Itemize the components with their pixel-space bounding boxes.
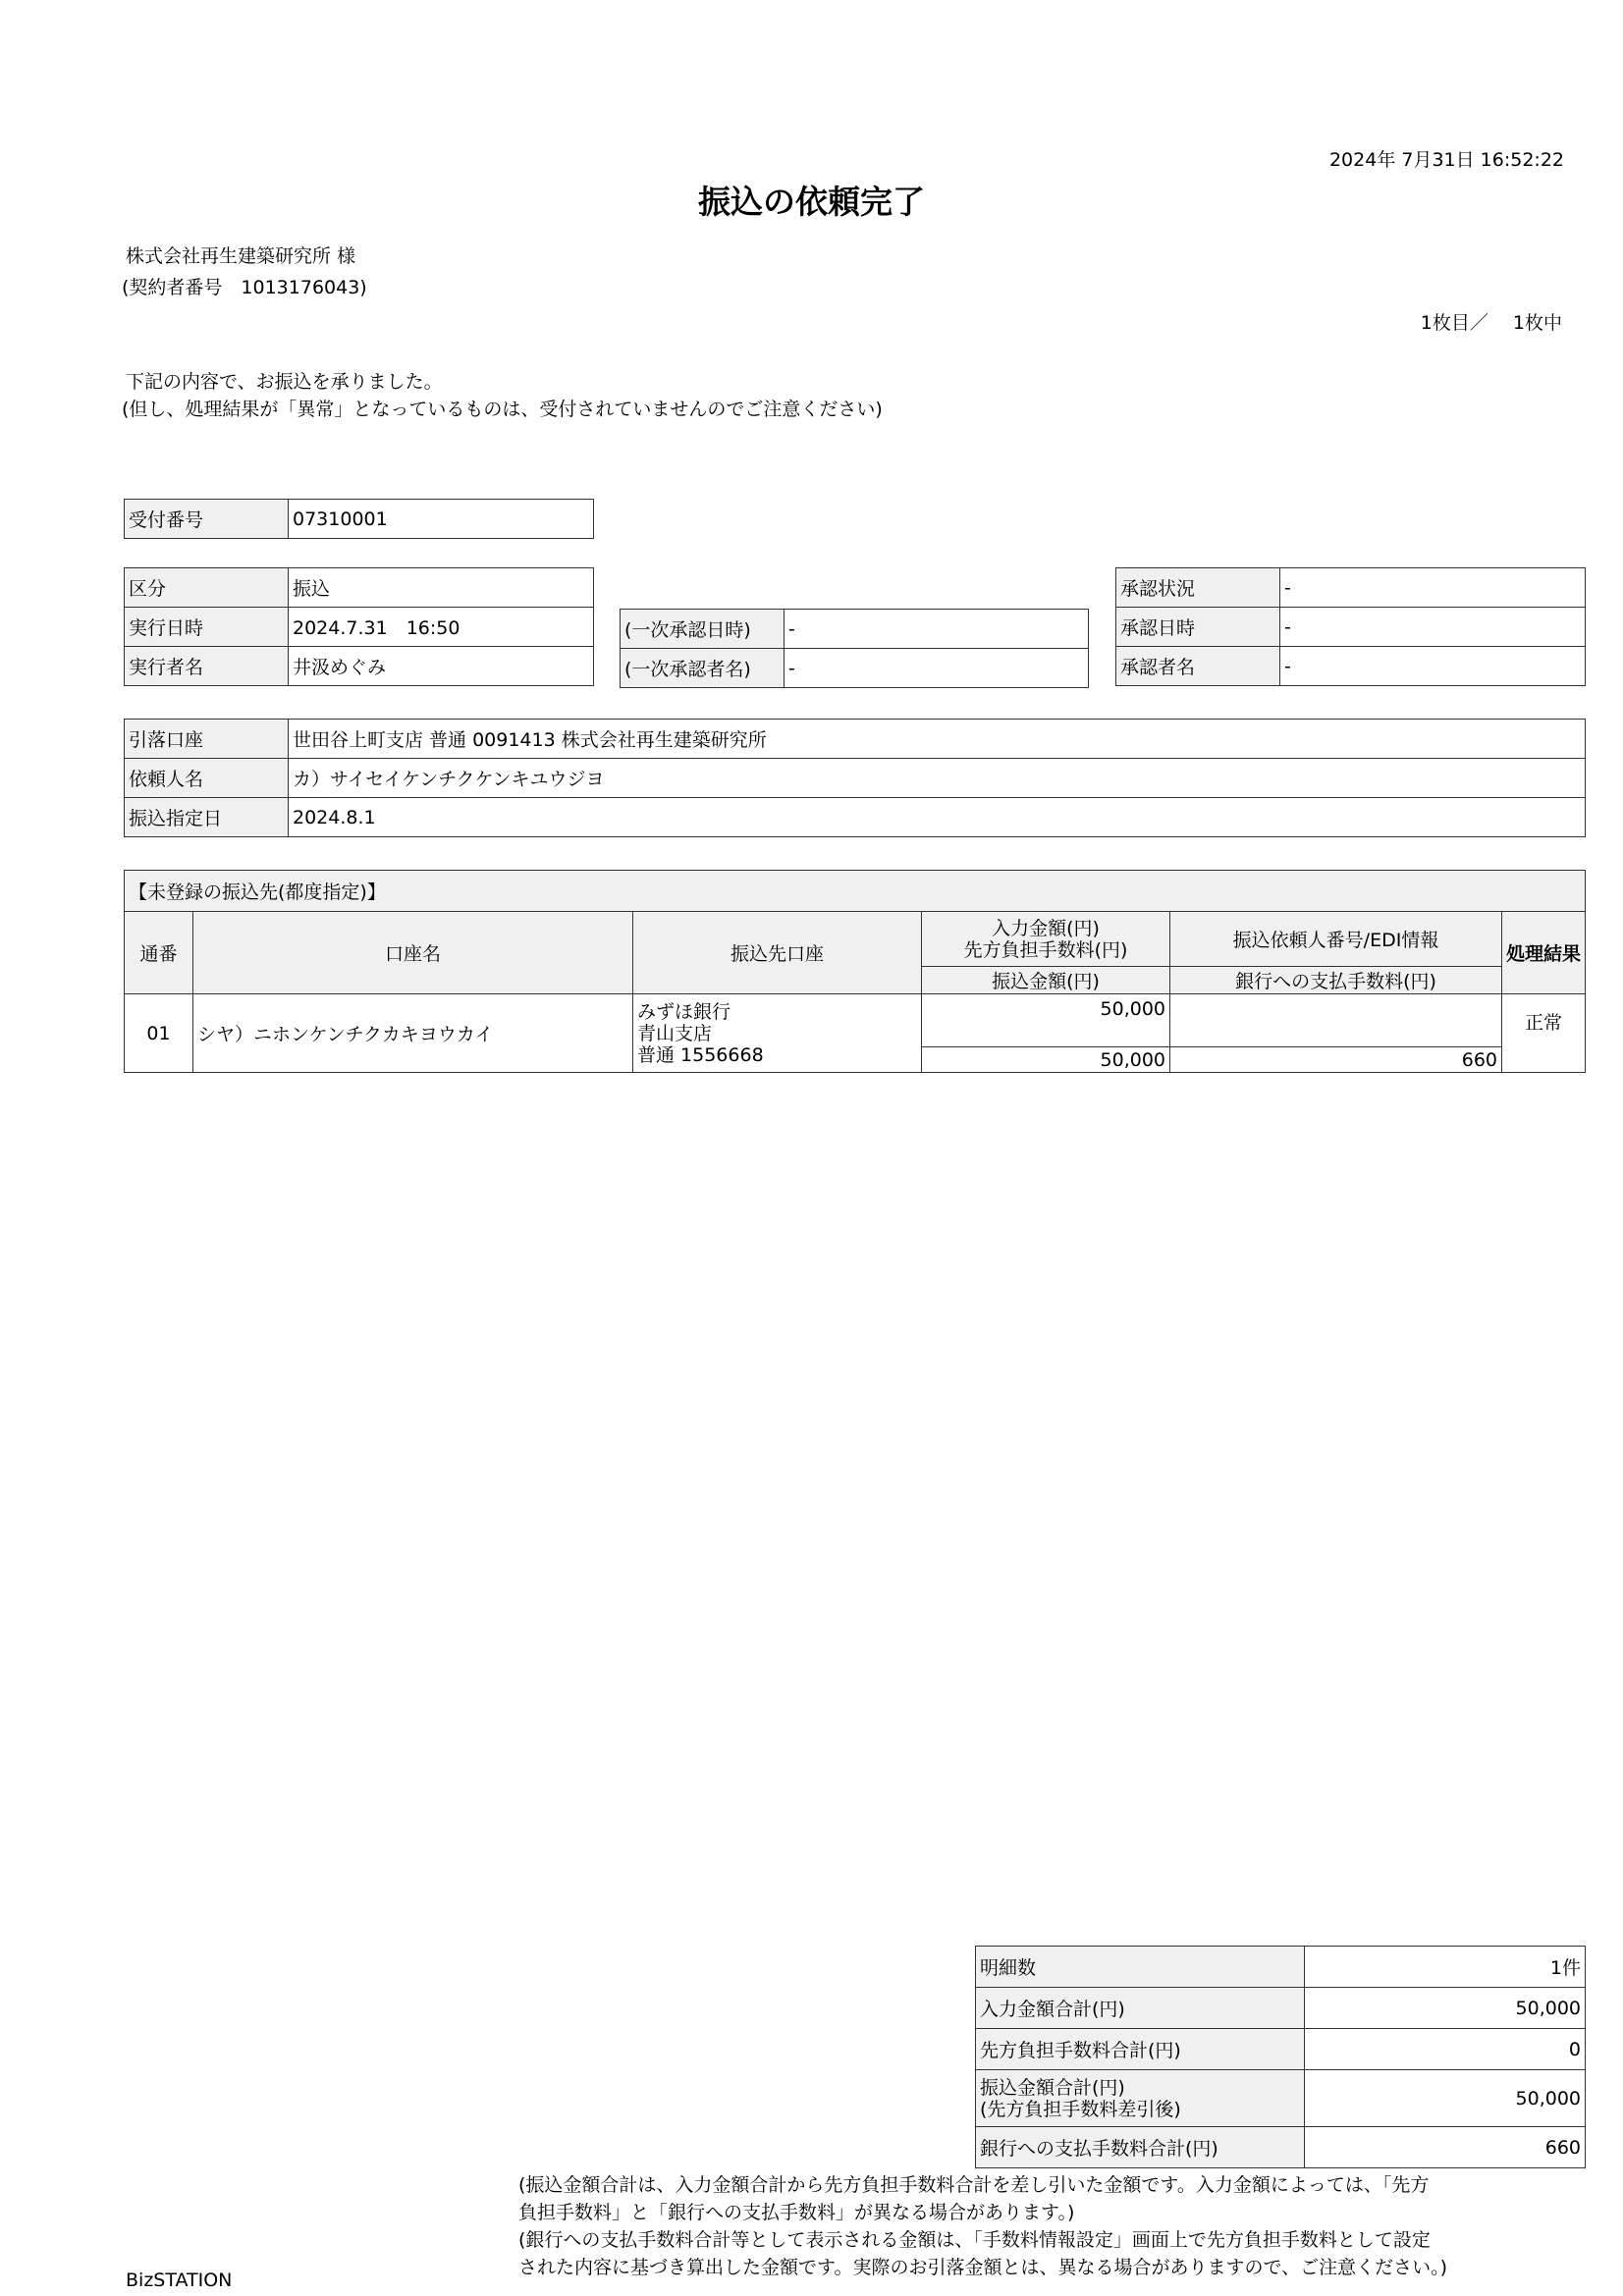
header-input-amount-line1: 入力金額(円) <box>992 917 1100 939</box>
row-no: 01 <box>125 994 193 1073</box>
approver-label: 承認者名 <box>1116 647 1280 686</box>
section-title: 【未登録の振込先(都度指定)】 <box>125 871 1586 912</box>
header-result: 処理結果 <box>1502 912 1586 994</box>
approval-datetime-label: 承認日時 <box>1116 608 1280 647</box>
page-title: 振込の依頼完了 <box>698 183 925 221</box>
approval-status-value: - <box>1280 568 1586 608</box>
header-input-amount <box>922 912 1170 967</box>
exec-datetime-label: 実行日時 <box>125 608 289 647</box>
row-result: 正常 <box>1502 994 1586 1073</box>
transfer-date-value: 2024.8.1 <box>289 798 1586 837</box>
first-approver-label: (一次承認者名) <box>621 649 784 688</box>
summary-transfer-total-label <box>976 2070 1305 2127</box>
customer-name: 株式会社再生建築研究所 様 <box>126 245 356 267</box>
kubun-label: 区分 <box>125 568 289 608</box>
summary-input-total-label: 入力金額合計(円) <box>976 1988 1305 2029</box>
header-input-amount-line2: 先方負担手数料(円) <box>963 938 1128 961</box>
note-line-3: (銀行への支払手数料合計等として表示される金額は、「手数料情報設定」画面上で先方負担手数料として設定 <box>518 2229 1431 2251</box>
intro-text: 下記の内容で、お振込を承りました。 <box>126 371 443 393</box>
table-row <box>125 994 1586 1047</box>
debit-account-value: 世田谷上町支店 普通 0091413 株式会社再生建築研究所 <box>289 720 1586 759</box>
note-line-1: (振込金額合計は、入力金額合計から先方負担手数料合計を差し引いた金額です。入力金額によっては、「先方 <box>518 2174 1430 2196</box>
reception-table <box>124 499 594 539</box>
summary-count-label: 明細数 <box>976 1947 1305 1988</box>
requester-name-label: 依頼人名 <box>125 759 289 798</box>
row-dest-account <box>633 994 922 1073</box>
row-bank-fee: 660 <box>1170 1047 1502 1073</box>
debit-account-label: 引落口座 <box>125 720 289 759</box>
row-branch: 青山支店 <box>637 1022 713 1044</box>
first-approval-datetime-value: - <box>784 610 1089 649</box>
requester-name-value: カ）サイセイケンチクケンキユウジヨ <box>289 759 1586 798</box>
summary-transfer-total-label-line2: (先方負担手数料差引後) <box>980 2098 1181 2120</box>
summary-input-total-value: 50,000 <box>1305 1988 1586 2029</box>
reception-number-value: 07310001 <box>289 500 594 539</box>
row-bank: みずほ銀行 <box>637 1000 731 1023</box>
header-transfer-amount: 振込金額(円) <box>922 967 1170 994</box>
note-line-4: された内容に基づき算出した金額です。実際のお引落金額とは、異なる場合がありますので、ご注意ください。) <box>518 2257 1448 2278</box>
summary-fee-total-label: 先方負担手数料合計(円) <box>976 2029 1305 2070</box>
execution-table <box>124 567 594 686</box>
exec-datetime-value: 2024.7.31 16:50 <box>289 608 594 647</box>
print-datetime: 2024年 7月31日 16:52:22 <box>1328 149 1564 171</box>
summary-fee-total-value: 0 <box>1305 2029 1586 2070</box>
header-edi: 振込依頼人番号/EDI情報 <box>1170 912 1502 967</box>
row-input-amount: 50,000 <box>922 994 1170 1047</box>
transfer-detail-table <box>124 870 1586 1073</box>
reception-number-label: 受付番号 <box>125 500 289 539</box>
approval-datetime-value: - <box>1280 608 1586 647</box>
executor-label: 実行者名 <box>125 647 289 686</box>
header-dest-account: 振込先口座 <box>633 912 922 994</box>
account-table <box>124 719 1586 837</box>
row-account: 普通 1556668 <box>637 1043 764 1066</box>
approver-value: - <box>1280 647 1586 686</box>
intro-caution: (但し、処理結果が「異常」となっているものは、受付されていませんのでご注意ください) <box>122 399 883 420</box>
summary-transfer-total-label-line1: 振込金額合計(円) <box>980 2076 1125 2099</box>
header-bank-fee: 銀行への支払手数料(円) <box>1170 967 1502 994</box>
kubun-value: 振込 <box>289 568 594 608</box>
approval-status-label: 承認状況 <box>1116 568 1280 608</box>
first-approval-datetime-label: (一次承認日時) <box>621 610 784 649</box>
approval-table <box>1115 567 1586 686</box>
summary-bank-fee-total-value: 660 <box>1305 2127 1586 2168</box>
footer-brand: BizSTATION <box>126 2269 233 2291</box>
executor-value: 井汲めぐみ <box>289 647 594 686</box>
header-no: 通番 <box>125 912 193 994</box>
summary-count-value: 1件 <box>1305 1947 1586 1988</box>
first-approver-value: - <box>784 649 1089 688</box>
row-account-name: シヤ）ニホンケンチクカキヨウカイ <box>193 994 633 1073</box>
summary-bank-fee-total-label: 銀行への支払手数料合計(円) <box>976 2127 1305 2168</box>
row-transfer-amount: 50,000 <box>922 1047 1170 1073</box>
summary-table <box>975 1946 1586 2168</box>
notes <box>518 2171 1589 2281</box>
summary-transfer-total-value: 50,000 <box>1305 2070 1586 2127</box>
transfer-date-label: 振込指定日 <box>125 798 289 837</box>
page-count: 1枚目／ 1枚中 <box>1420 312 1562 334</box>
row-edi <box>1170 994 1502 1047</box>
header-account-name: 口座名 <box>193 912 633 994</box>
contract-number: (契約者番号 1013176043) <box>122 277 367 298</box>
first-approval-table <box>620 609 1089 688</box>
note-line-2: 負担手数料」と「銀行への支払手数料」が異なる場合があります。) <box>518 2202 1075 2223</box>
